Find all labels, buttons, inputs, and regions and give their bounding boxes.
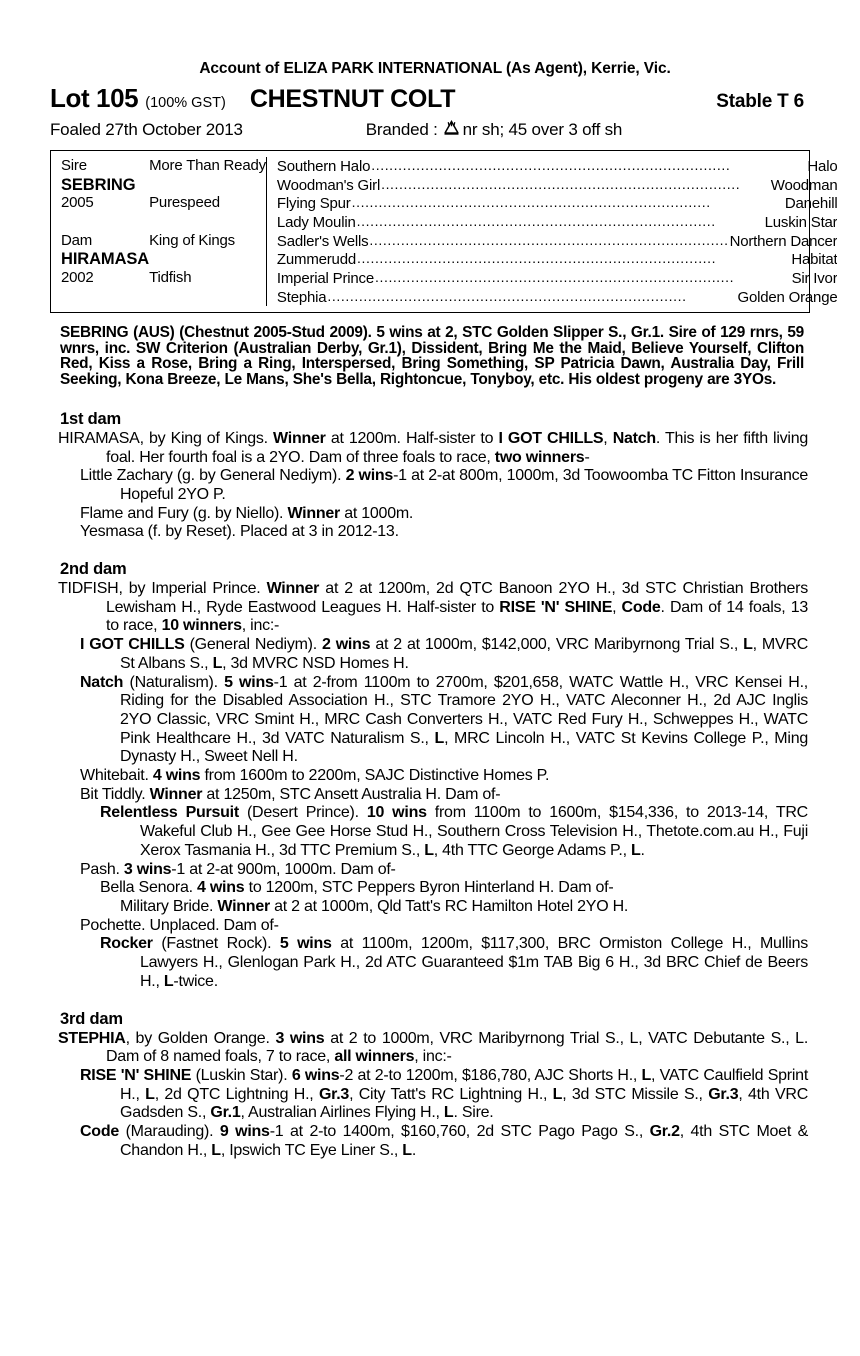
- pedigree-entry: Relentless Pursuit (Desert Prince). 10 wins from 1100m to 1600m, $154,336, to 2013-14, TRC Wakeful Club H., Gee Gee Horse Stud H., Southern Cross Television H., Thetote.com.au H., Fuji Xerox Tasmania H., 3d TTC Premium S., L, 4th TTC George Adams P., L.: [100, 804, 808, 859]
- pedigree-gen3-row: [277, 213, 838, 232]
- pedigree-entry: Code (Marauding). 9 wins-1 at 2-to 1400m, $160,760, 2d STC Pago Pago S., Gr.2, 4th STC Moet & Chandon H., L, Ipswich TC Eye Liner S., L.: [80, 1123, 809, 1159]
- pedigree-gen3-name: Sadler's Wells: [276, 232, 369, 250]
- pedigree-gen3-sire: Golden Orange: [737, 288, 838, 306]
- pedigree-gen3-name: Lady Moulin: [276, 214, 356, 232]
- pedigree-gen3-sire: Danehill: [784, 195, 838, 213]
- dot-leader: ................................................................................: [374, 269, 735, 286]
- pedigree-entry: HIRAMASA, by King of Kings. Winner at 1200m. Half-sister to I GOT CHILLS, Natch. This is her fifth living foal. Her fourth foal is a 2YO. Dam of three foals to race, two winners-: [58, 429, 809, 466]
- sire-dam: Purespeed: [149, 194, 220, 212]
- pedigree-entry: Pochette. Unplaced. Dam of-: [80, 916, 279, 934]
- dot-leader: ................................................................................: [369, 231, 729, 248]
- pedigree-gen3-name: Stephia: [276, 288, 327, 306]
- pedigree-entry: Pash. 3 wins-1 at 2-at 900m, 1000m. Dam of-: [80, 860, 396, 878]
- colour-and-sex: CHESTNUT COLT: [249, 85, 456, 113]
- pedigree-entry: Flame and Fury (g. by Niello). Winner at 1000m.: [80, 504, 414, 522]
- pedigree-entry: Military Bride. Winner at 2 at 1000m, Qld Tatt's RC Hamilton Hotel 2YO H.: [120, 897, 629, 915]
- pedigree-gen3-sire: Northern Dancer: [729, 232, 838, 250]
- pedigree-column-parents: [51, 157, 149, 306]
- brand-description: [366, 118, 622, 140]
- branded-label: Branded :: [365, 120, 438, 139]
- pedigree-entry: Rocker (Fastnet Rock). 5 wins at 1100m, 1200m, $117,300, BRC Ormiston College H., Mullins Lawyers H., Glenlogan Park H., 2d ATC Guaranteed $1m TAB Big 6 H., 3d BRC Chief de Beers H., L-twice.: [100, 935, 809, 990]
- pedigree-column-grandparents: [149, 157, 266, 306]
- dam-name: HIRAMASA: [61, 250, 150, 269]
- pedigree-gen3-sire: Halo: [807, 158, 838, 175]
- pedigree-gen3-row: [277, 288, 838, 307]
- dot-leader: ................................................................................: [356, 213, 716, 230]
- pedigree-text-sections: [50, 410, 810, 1161]
- sire-name: SEBRING: [61, 175, 136, 194]
- pedigree-gen3-name: Imperial Prince: [276, 270, 374, 288]
- dam-section-heading: 3rd dam: [60, 1009, 123, 1028]
- dot-leader: ................................................................................: [327, 287, 687, 304]
- pedigree-entry: Bit Tiddly. Winner at 1250m, STC Ansett Australia H. Dam of-: [80, 785, 501, 803]
- pedigree-entry: I GOT CHILLS (General Nediym). 2 wins at 2 at 1000m, $142,000, VRC Maribyrnong Trial S., L, MVRC St Albans S., L, 3d MVRC NSD Homes H.: [80, 636, 809, 672]
- dam-year: 2002: [61, 269, 94, 287]
- pedigree-entry: TIDFISH, by Imperial Prince. Winner at 2 at 1200m, 2d QTC Banoon 2YO H., 3d STC Christian Brothers Lewisham H., Ryde Eastwood Leagues H. Half-sister to RISE 'N' SHINE, Code. Dam of 14 foals, 13 to race, 10 winners, inc:-: [58, 580, 809, 635]
- pedigree-gen3-sire: Woodman: [770, 176, 838, 194]
- dam-dam: Tidfish: [149, 269, 192, 287]
- pedigree-gen3-row: [277, 232, 838, 251]
- pedigree-entry: STEPHIA, by Golden Orange. 3 wins at 2 to 1000m, VRC Maribyrnong Trial S., L, VATC Debutante S., L. Dam of 8 named foals, 7 to race, all winners, inc:-: [58, 1029, 809, 1066]
- pedigree-gen3-row: [277, 269, 838, 288]
- stable-number: Stable T 6: [716, 91, 804, 112]
- dam-label: Dam: [61, 231, 93, 249]
- sire-label: Sire: [61, 157, 87, 174]
- lot-header-row: [50, 83, 810, 114]
- account-line: Account of ELIZA PARK INTERNATIONAL (As Agent), Kerrie, Vic.: [199, 60, 671, 77]
- pedigree-entry: Little Zachary (g. by General Nediym). 2 wins-1 at 2-at 800m, 1000m, 3d Toowoomba TC Fitton Insurance Hopeful 2YO P.: [80, 467, 808, 503]
- pedigree-gen3-name: Zummerudd: [276, 251, 356, 269]
- pedigree-gen3-name: Woodman's Girl: [276, 176, 381, 194]
- sire-year: 2005: [61, 194, 94, 212]
- gst-note: (100% GST): [145, 95, 226, 111]
- brand-symbol-icon: [442, 119, 461, 136]
- pedigree-entry: Bella Senora. 4 wins to 1200m, STC Peppers Byron Hinterland H. Dam of-: [100, 879, 614, 897]
- pedigree-gen3-sire: Sir Ivor: [791, 270, 838, 288]
- dam-section: [50, 410, 810, 542]
- lot-number: Lot 105: [50, 83, 139, 113]
- sire-summary-paragraph: SEBRING (AUS) (Chestnut 2005-Stud 2009). 5 wins at 2, STC Golden Slipper S., Gr.1. Sire of 129 rnrs, 59 wnrs, inc. SW Criterion (Australian Derby, Gr.1), Dissident, Bring Me the Maid, Believe Yourself, Clifton Red, Kiss a Rose, Bring a Ring, Interspersed, Bring Something, SP Patricia Dawn, Australia Day, Frill Seeking, Kona Breeze, Le Mans, She's Bella, Rightoncue, Tonyboy, etc. His oldest progeny are 3YOs.: [60, 324, 804, 389]
- dot-leader: ................................................................................: [351, 194, 711, 211]
- pedigree-entry: Natch (Naturalism). 5 wins-1 at 2-from 1100m to 2700m, $201,658, WATC Wattle H., VRC Kensei H., Riding for the Disabled Association H., STC Tramore 2YO H., VATC Aleconner H., 2d AJC Inglis 2YO Classic, VRC Smint H., MRC Cash Converters H., VATC Red Fury H., Schweppes H., WATC Pink Healthcare H., 3d VATC Naturalism S., L, MRC Lincoln H., VATC St Kevins College P., Ming Dynasty H., Sweet Nell H.: [80, 673, 809, 766]
- pedigree-gen3-row: [277, 194, 838, 213]
- dam-section-heading: 1st dam: [60, 409, 121, 428]
- pedigree-column-great-grandparents: [266, 157, 846, 306]
- sire-sire: More Than Ready: [149, 157, 266, 174]
- pedigree-gen3-row: [277, 176, 838, 195]
- pedigree-gen3-name: Southern Halo: [276, 158, 371, 175]
- dam-section: [50, 1010, 810, 1161]
- pedigree-gen3-row: [277, 250, 838, 269]
- dam-section-heading: 2nd dam: [60, 560, 127, 579]
- pedigree-gen3-row: [277, 157, 838, 176]
- dam-sire: King of Kings: [149, 231, 235, 249]
- dam-section: [50, 560, 810, 991]
- dot-leader: ................................................................................: [356, 250, 717, 267]
- pedigree-entry: RISE 'N' SHINE (Luskin Star). 6 wins-2 at 2-to 1200m, $186,780, AJC Shorts H., L, VATC Caulfield Sprint H., L, 2d QTC Lightning H., Gr.3, City Tatt's RC Lightning H., L, 3d STC Missile S., Gr.3, 4th VRC Gadsden S., Gr.1, Australian Airlines Flying H., L. Sire.: [80, 1066, 809, 1122]
- branded-value: nr sh; 45 over 3 off sh: [462, 120, 623, 139]
- foaled-and-brand-row: [50, 118, 810, 140]
- pedigree-gen3-sire: Luskin Star: [764, 214, 838, 232]
- dot-leader: ................................................................................: [381, 175, 741, 192]
- pedigree-table: [50, 150, 838, 313]
- pedigree-entry: Whitebait. 4 wins from 1600m to 2200m, SAJC Distinctive Homes P.: [80, 767, 550, 785]
- pedigree-gen3-sire: Habitat: [791, 251, 838, 269]
- pedigree-entry: Yesmasa (f. by Reset). Placed at 3 in 2012-13.: [80, 523, 399, 541]
- dot-leader: ................................................................................: [371, 157, 731, 173]
- foaled-date: Foaled 27th October 2013: [50, 120, 243, 139]
- pedigree-gen3-name: Flying Spur: [276, 195, 351, 213]
